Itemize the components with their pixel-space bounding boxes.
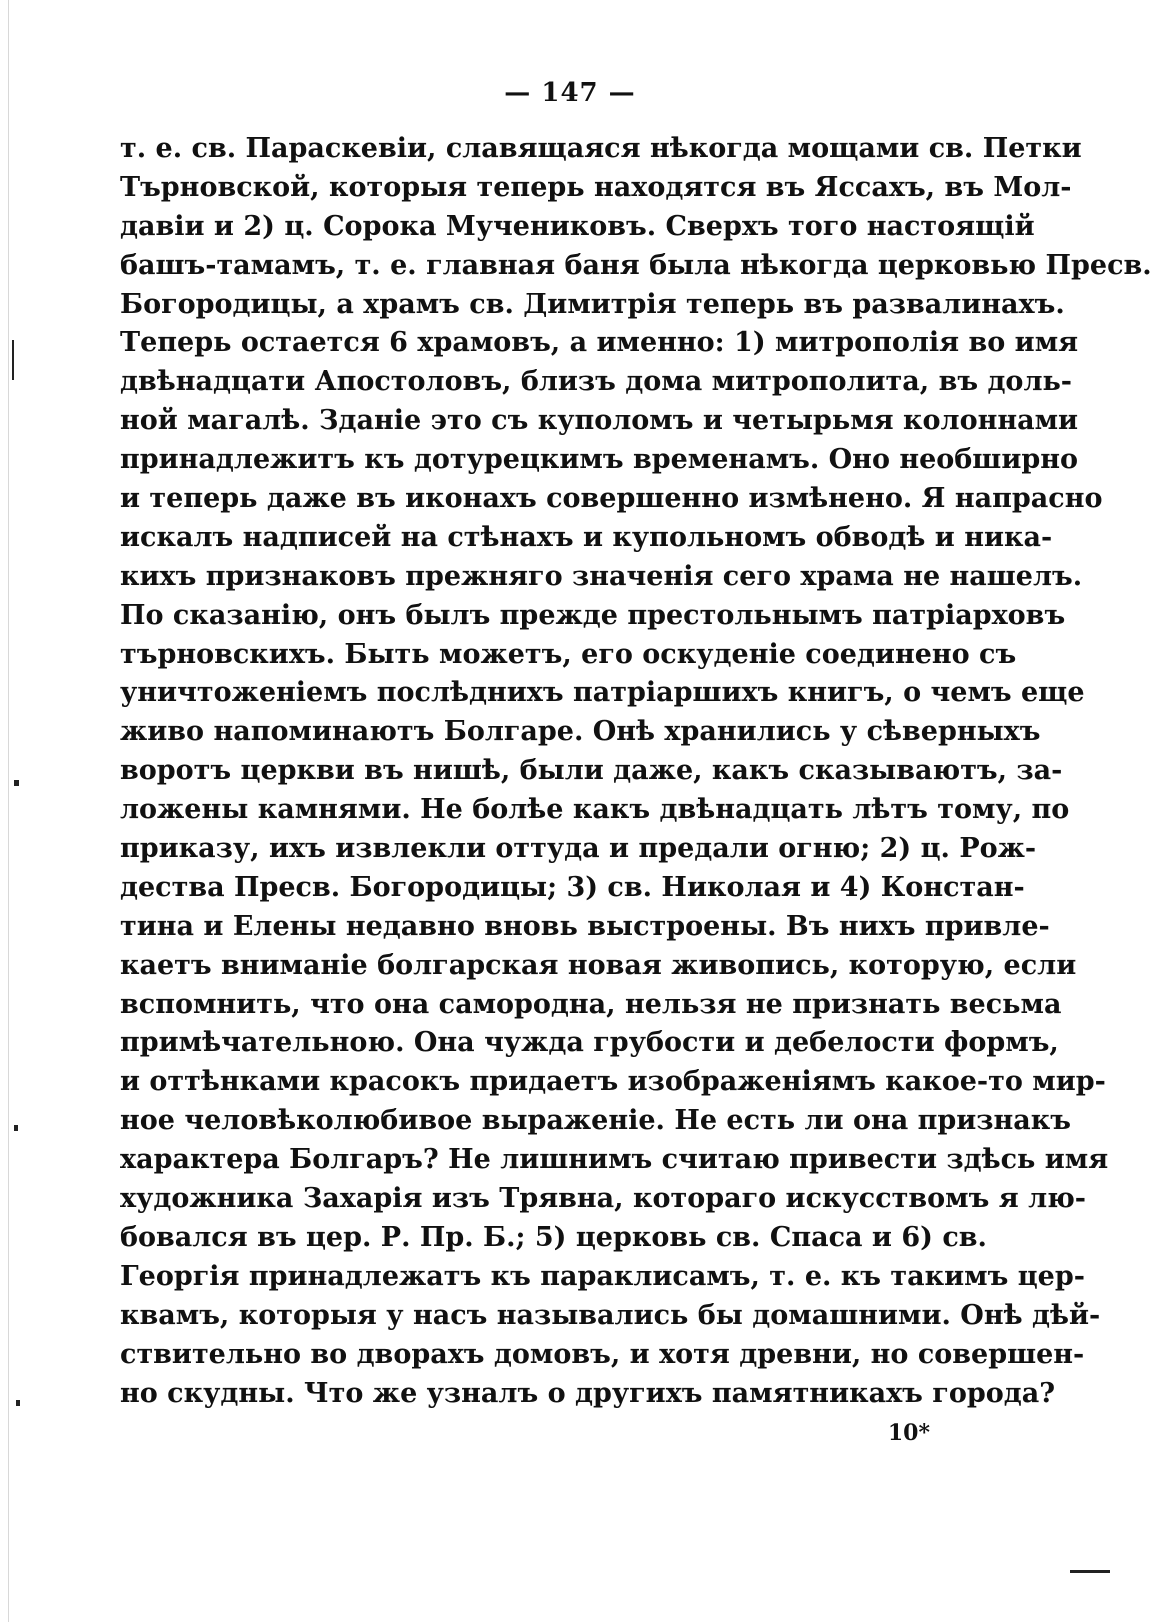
margin-scan-mark: [16, 1400, 20, 1406]
text-line: двѣнадцати Апостоловъ, близъ дома митрополита, въ доль-: [120, 366, 1073, 398]
margin-scan-mark: [14, 780, 19, 786]
text-line: характера Болгаръ? Не лишнимъ считаю привести здѣсь имя: [120, 1144, 1109, 1176]
text-line: ствительно во дворахъ домовъ, и хотя древни, но совершен-: [120, 1338, 1085, 1370]
text-line: каетъ вниманіе болгарская новая живопись, которую, если: [120, 949, 1077, 981]
text-line: искалъ надписей на стѣнахъ и купольномъ обводѣ и ника-: [120, 521, 1053, 553]
text-line: уничтоженіемъ послѣднихъ патріаршихъ книгъ, о чемъ еще: [120, 677, 1085, 709]
text-line: кихъ признаковъ прежняго значенія сего храма не нашелъ.: [120, 560, 1083, 592]
text-line: ной магалѣ. Зданіе это съ куполомъ и четырьмя колоннами: [120, 405, 1079, 437]
text-line: ложены камнями. Не болѣе какъ двѣнадцать лѣтъ тому, по: [120, 794, 1070, 826]
page-edge-line: [8, 0, 9, 1622]
text-line: бовался въ цер. Р. Пр. Б.; 5) церковь св. Спаса и 6) св.: [120, 1221, 987, 1253]
text-line: художника Захарія изъ Трявна, котораго искусствомъ я лю-: [120, 1183, 1087, 1215]
text-line: и теперь даже въ иконахъ совершенно измѣнено. Я напрасно: [120, 483, 1103, 515]
page-number: — 147 —: [504, 78, 636, 108]
text-line: Търновской, которыя теперь находятся въ Яссахъ, въ Мол-: [120, 171, 1072, 203]
text-line: търновскихъ. Быть можетъ, его оскуденіе соединено съ: [120, 638, 1017, 670]
text-line: принадлежитъ къ дотурецкимъ временамъ. Оно необширно: [120, 444, 1078, 476]
margin-scan-mark: [1070, 1570, 1110, 1573]
text-line: тина и Елены недавно вновь выстроены. Въ нихъ привле-: [120, 910, 1050, 942]
margin-scan-mark: [14, 1125, 18, 1131]
text-line: ное человѣколюбивое выраженіе. Не есть ли она признакъ: [120, 1105, 1071, 1137]
text-line: башъ-тамамъ, т. е. главная баня была нѣкогда церковью Пресв.: [120, 249, 1152, 281]
text-line: вспомнить, что она самородна, нельзя не признать весьма: [120, 988, 1062, 1020]
text-line: т. е. св. Параскевіи, славящаяся нѣкогда мощами св. Петки: [120, 133, 1082, 164]
text-line: Богородицы, а храмъ св. Димитрія теперь въ развалинахъ.: [120, 288, 1065, 320]
text-line: квамъ, которыя у насъ назывались бы домашними. Онѣ дѣй-: [120, 1299, 1101, 1331]
text-line: По сказанію, онъ былъ прежде престольнымъ патріарховъ: [120, 599, 1066, 631]
text-line: воротъ церкви въ нишѣ, были даже, какъ сказываютъ, за-: [120, 755, 1063, 787]
signature-mark: 10*: [887, 1420, 930, 1446]
text-line: и оттѣнками красокъ придаетъ изображеніямъ какое-то мир-: [120, 1066, 1106, 1098]
margin-scan-mark: [12, 340, 14, 380]
text-line: Георгія принадлежатъ къ параклисамъ, т. е. къ такимъ цер-: [120, 1260, 1085, 1292]
text-line: но скудны. Что же узналъ о другихъ памятникахъ города?: [120, 1377, 1056, 1409]
text-line: приказу, ихъ извлекли оттуда и предали огню; 2) ц. Рож-: [120, 833, 1037, 865]
text-line: живо напоминаютъ Болгаре. Онѣ хранились у сѣверныхъ: [120, 716, 1041, 748]
text-line: дества Пресв. Богородицы; 3) св. Николая и 4) Констан-: [120, 871, 1025, 903]
text-line: Теперь остается 6 храмовъ, а именно: 1) митрополія во имя: [120, 327, 1079, 359]
body-text: [120, 130, 1152, 1413]
text-line: давіи и 2) ц. Сорока Мучениковъ. Сверхъ того настоящій: [120, 210, 1035, 242]
text-line: примѣчательною. Она чужда грубости и дебелости формъ,: [120, 1027, 1059, 1059]
